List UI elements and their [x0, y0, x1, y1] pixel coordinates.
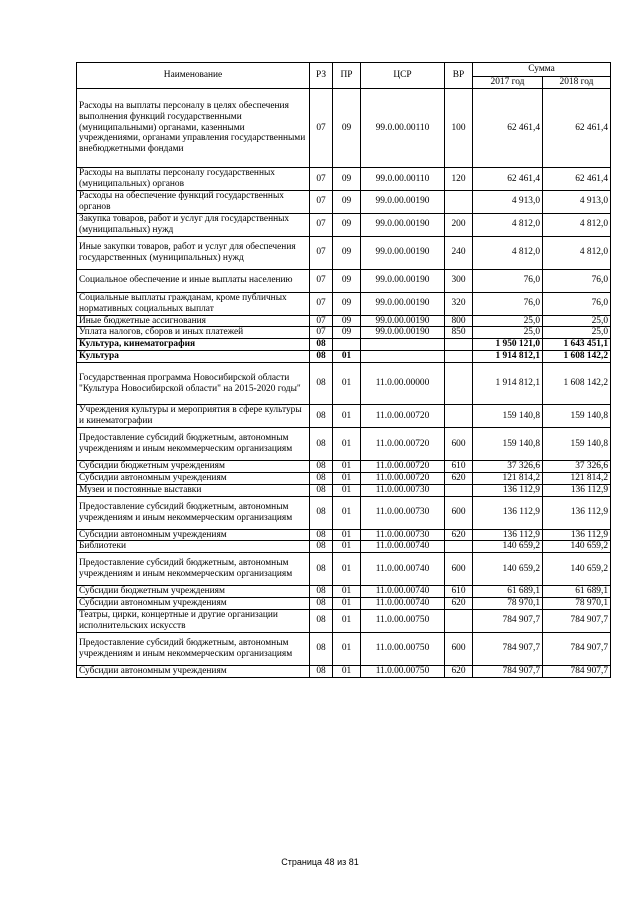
- table-row: [77, 351, 611, 363]
- row-sum-2018: 62 461,4: [543, 168, 611, 191]
- row-csr: 11.0.00.00740: [361, 597, 445, 609]
- table-row: [77, 168, 611, 191]
- header-pr: ПР: [333, 63, 361, 89]
- row-vr: 620: [445, 597, 473, 609]
- row-pr: 01: [333, 351, 361, 363]
- table-row: [77, 236, 611, 269]
- row-pr: 09: [333, 236, 361, 269]
- row-sum-2018: 4 812,0: [543, 213, 611, 236]
- row-csr: 11.0.00.00720: [361, 428, 445, 461]
- row-pr: 01: [333, 586, 361, 598]
- row-vr: 620: [445, 472, 473, 484]
- row-pr: 09: [333, 191, 361, 214]
- row-csr: 11.0.00.00730: [361, 496, 445, 529]
- row-csr: 11.0.00.00000: [361, 363, 445, 405]
- row-rz: 08: [310, 665, 333, 677]
- row-sum-2018: 4 913,0: [543, 191, 611, 214]
- row-sum-2018: 784 907,7: [543, 609, 611, 632]
- row-sum-2017: 784 907,7: [473, 609, 543, 632]
- row-csr: 99.0.00.00190: [361, 269, 445, 292]
- row-csr: 99.0.00.00190: [361, 191, 445, 214]
- row-sum-2017: 140 659,2: [473, 541, 543, 553]
- row-sum-2018: 61 689,1: [543, 586, 611, 598]
- row-name: Учреждения культуры и мероприятия в сфере культуры и кинематографии: [77, 405, 310, 428]
- table-row: [77, 363, 611, 405]
- row-sum-2017: 4 812,0: [473, 213, 543, 236]
- row-pr: 01: [333, 363, 361, 405]
- row-vr: 620: [445, 665, 473, 677]
- row-sum-2017: 121 814,2: [473, 472, 543, 484]
- row-vr: 120: [445, 168, 473, 191]
- row-sum-2018: 121 814,2: [543, 472, 611, 484]
- row-pr: 01: [333, 405, 361, 428]
- row-csr: 11.0.00.00730: [361, 484, 445, 496]
- row-rz: 08: [310, 609, 333, 632]
- table-row: [77, 609, 611, 632]
- row-name: Субсидии автономным учреждениям: [77, 597, 310, 609]
- row-sum-2017: 140 659,2: [473, 553, 543, 586]
- row-pr: 09: [333, 168, 361, 191]
- row-sum-2017: 25,0: [473, 315, 543, 327]
- header-2017: 2017 год: [473, 77, 543, 89]
- row-csr: 11.0.00.00750: [361, 632, 445, 665]
- header-name: Наименование: [77, 63, 310, 89]
- row-name: Библиотеки: [77, 541, 310, 553]
- row-csr: 99.0.00.00190: [361, 213, 445, 236]
- table-row: [77, 529, 611, 541]
- row-vr: 100: [445, 89, 473, 168]
- row-rz: 08: [310, 586, 333, 598]
- row-name: Субсидии бюджетным учреждениям: [77, 586, 310, 598]
- table-row: [77, 89, 611, 168]
- page-number: Страница 48 из 81: [281, 857, 359, 867]
- row-sum-2017: 136 112,9: [473, 529, 543, 541]
- row-vr: [445, 191, 473, 214]
- table-row: [77, 541, 611, 553]
- table-row: [77, 327, 611, 339]
- row-sum-2018: 4 812,0: [543, 236, 611, 269]
- row-csr: 11.0.00.00740: [361, 553, 445, 586]
- row-sum-2017: 1 914 812,1: [473, 351, 543, 363]
- row-sum-2017: 61 689,1: [473, 586, 543, 598]
- row-sum-2018: 1 643 451,1: [543, 339, 611, 351]
- row-sum-2018: 25,0: [543, 327, 611, 339]
- row-sum-2017: 1 914 812,1: [473, 363, 543, 405]
- row-name: Социальные выплаты гражданам, кроме публичных нормативных социальных выплат: [77, 292, 310, 315]
- row-csr: 11.0.00.00740: [361, 586, 445, 598]
- row-vr: [445, 405, 473, 428]
- row-sum-2018: 136 112,9: [543, 484, 611, 496]
- row-pr: 01: [333, 541, 361, 553]
- header-csr: ЦСР: [361, 63, 445, 89]
- row-sum-2017: 78 970,1: [473, 597, 543, 609]
- row-vr: [445, 541, 473, 553]
- row-vr: 600: [445, 496, 473, 529]
- table-row: [77, 428, 611, 461]
- row-csr: [361, 339, 445, 351]
- row-pr: 01: [333, 632, 361, 665]
- header-rz: РЗ: [310, 63, 333, 89]
- row-sum-2017: 4 913,0: [473, 191, 543, 214]
- row-name: Расходы на выплаты персоналу государственных (муниципальных) органов: [77, 168, 310, 191]
- row-name: Социальное обеспечение и иные выплаты населению: [77, 269, 310, 292]
- row-csr: 99.0.00.00110: [361, 89, 445, 168]
- row-rz: 07: [310, 315, 333, 327]
- row-pr: 09: [333, 213, 361, 236]
- row-csr: 99.0.00.00190: [361, 315, 445, 327]
- row-sum-2017: 4 812,0: [473, 236, 543, 269]
- row-rz: 08: [310, 472, 333, 484]
- row-sum-2017: 62 461,4: [473, 89, 543, 168]
- row-sum-2018: 1 608 142,2: [543, 351, 611, 363]
- table-row: [77, 315, 611, 327]
- row-pr: 01: [333, 597, 361, 609]
- table-row: [77, 553, 611, 586]
- row-name: Закупка товаров, работ и услуг для государственных (муниципальных) нужд: [77, 213, 310, 236]
- row-vr: [445, 339, 473, 351]
- table-row: [77, 191, 611, 214]
- row-name: Культура: [77, 351, 310, 363]
- row-name: Субсидии автономным учреждениям: [77, 472, 310, 484]
- row-sum-2018: 140 659,2: [543, 553, 611, 586]
- budget-table: [76, 62, 611, 678]
- row-csr: 11.0.00.00730: [361, 529, 445, 541]
- table-row: [77, 586, 611, 598]
- row-csr: 99.0.00.00190: [361, 292, 445, 315]
- row-rz: 07: [310, 191, 333, 214]
- row-csr: 11.0.00.00720: [361, 405, 445, 428]
- row-name: Предоставление субсидий бюджетным, автономным учреждениям и иным некоммерческим организациям: [77, 553, 310, 586]
- row-rz: 08: [310, 405, 333, 428]
- row-sum-2017: 76,0: [473, 292, 543, 315]
- row-sum-2018: 159 140,8: [543, 405, 611, 428]
- row-rz: 08: [310, 541, 333, 553]
- row-rz: 07: [310, 327, 333, 339]
- row-rz: 08: [310, 428, 333, 461]
- row-rz: 07: [310, 213, 333, 236]
- row-csr: 11.0.00.00720: [361, 461, 445, 473]
- row-sum-2017: 784 907,7: [473, 632, 543, 665]
- row-sum-2018: 25,0: [543, 315, 611, 327]
- row-rz: 08: [310, 597, 333, 609]
- row-rz: 07: [310, 89, 333, 168]
- row-name: Иные бюджетные ассигнования: [77, 315, 310, 327]
- row-sum-2018: 159 140,8: [543, 428, 611, 461]
- row-vr: 300: [445, 269, 473, 292]
- row-name: Уплата налогов, сборов и иных платежей: [77, 327, 310, 339]
- row-csr: 11.0.00.00740: [361, 541, 445, 553]
- row-pr: 01: [333, 665, 361, 677]
- row-vr: 610: [445, 586, 473, 598]
- row-rz: 08: [310, 496, 333, 529]
- row-rz: 08: [310, 529, 333, 541]
- row-pr: 01: [333, 609, 361, 632]
- row-vr: 600: [445, 632, 473, 665]
- row-sum-2018: 136 112,9: [543, 529, 611, 541]
- row-vr: 600: [445, 428, 473, 461]
- row-vr: [445, 484, 473, 496]
- row-csr: 99.0.00.00190: [361, 327, 445, 339]
- table-row: [77, 292, 611, 315]
- row-sum-2018: 784 907,7: [543, 665, 611, 677]
- row-vr: [445, 351, 473, 363]
- row-rz: 08: [310, 484, 333, 496]
- row-sum-2018: 78 970,1: [543, 597, 611, 609]
- row-pr: 09: [333, 292, 361, 315]
- row-sum-2018: 76,0: [543, 269, 611, 292]
- row-vr: 320: [445, 292, 473, 315]
- row-name: Субсидии автономным учреждениям: [77, 529, 310, 541]
- row-pr: 01: [333, 472, 361, 484]
- row-vr: 800: [445, 315, 473, 327]
- row-vr: [445, 609, 473, 632]
- header-2018: 2018 год: [543, 77, 611, 89]
- row-csr: [361, 351, 445, 363]
- row-sum-2018: 76,0: [543, 292, 611, 315]
- row-csr: 11.0.00.00750: [361, 609, 445, 632]
- table-row: [77, 213, 611, 236]
- row-rz: 07: [310, 292, 333, 315]
- table-row: [77, 405, 611, 428]
- table-row: [77, 339, 611, 351]
- table-row: [77, 665, 611, 677]
- row-vr: [445, 363, 473, 405]
- table-row: [77, 484, 611, 496]
- row-rz: 07: [310, 168, 333, 191]
- row-csr: 99.0.00.00190: [361, 236, 445, 269]
- row-vr: 620: [445, 529, 473, 541]
- row-name: Предоставление субсидий бюджетным, автономным учреждениям и иным некоммерческим организациям: [77, 632, 310, 665]
- row-sum-2017: 784 907,7: [473, 665, 543, 677]
- row-rz: 07: [310, 236, 333, 269]
- table-row: [77, 496, 611, 529]
- row-rz: 08: [310, 339, 333, 351]
- row-sum-2017: 136 112,9: [473, 496, 543, 529]
- row-name: Расходы на выплаты персоналу в целях обеспечения выполнения функций государственными (муниципальными) органами, казенными учреждениями, органами управления государственными внебюджетными фондами: [77, 89, 310, 168]
- row-name: Расходы на обеспечение функций государственных органов: [77, 191, 310, 214]
- row-vr: 610: [445, 461, 473, 473]
- row-sum-2017: 76,0: [473, 269, 543, 292]
- row-sum-2017: 1 950 121,0: [473, 339, 543, 351]
- row-sum-2017: 37 326,6: [473, 461, 543, 473]
- table-row: [77, 472, 611, 484]
- row-sum-2018: 140 659,2: [543, 541, 611, 553]
- row-pr: 01: [333, 553, 361, 586]
- row-sum-2018: 37 326,6: [543, 461, 611, 473]
- row-pr: 09: [333, 89, 361, 168]
- row-sum-2017: 25,0: [473, 327, 543, 339]
- row-sum-2018: 136 112,9: [543, 496, 611, 529]
- row-rz: 08: [310, 553, 333, 586]
- row-sum-2017: 159 140,8: [473, 428, 543, 461]
- row-sum-2018: 1 608 142,2: [543, 363, 611, 405]
- table-row: [77, 269, 611, 292]
- row-name: Предоставление субсидий бюджетным, автономным учреждениям и иным некоммерческим организациям: [77, 428, 310, 461]
- row-name: Иные закупки товаров, работ и услуг для обеспечения государственных (муниципальных) нужд: [77, 236, 310, 269]
- table-row: [77, 461, 611, 473]
- row-csr: 11.0.00.00720: [361, 472, 445, 484]
- row-pr: 01: [333, 484, 361, 496]
- table-body: [77, 89, 611, 678]
- row-pr: 09: [333, 315, 361, 327]
- row-sum-2018: 62 461,4: [543, 89, 611, 168]
- row-vr: 200: [445, 213, 473, 236]
- row-rz: 08: [310, 351, 333, 363]
- row-vr: 240: [445, 236, 473, 269]
- header-sum: Сумма: [473, 63, 611, 77]
- row-rz: 08: [310, 632, 333, 665]
- row-pr: 01: [333, 496, 361, 529]
- row-sum-2017: 136 112,9: [473, 484, 543, 496]
- row-sum-2017: 62 461,4: [473, 168, 543, 191]
- row-csr: 99.0.00.00110: [361, 168, 445, 191]
- row-pr: [333, 339, 361, 351]
- row-pr: 01: [333, 461, 361, 473]
- row-vr: 850: [445, 327, 473, 339]
- row-name: Культура, кинематография: [77, 339, 310, 351]
- row-rz: 07: [310, 269, 333, 292]
- row-name: Субсидии автономным учреждениям: [77, 665, 310, 677]
- row-vr: 600: [445, 553, 473, 586]
- row-rz: 08: [310, 363, 333, 405]
- table-header: [77, 63, 611, 89]
- row-name: Предоставление субсидий бюджетным, автономным учреждениям и иным некоммерческим организациям: [77, 496, 310, 529]
- row-sum-2017: 159 140,8: [473, 405, 543, 428]
- header-vr: ВР: [445, 63, 473, 89]
- row-pr: 01: [333, 529, 361, 541]
- row-name: Субсидии бюджетным учреждениям: [77, 461, 310, 473]
- table-row: [77, 632, 611, 665]
- row-rz: 08: [310, 461, 333, 473]
- row-name: Театры, цирки, концертные и другие организации исполнительских искусств: [77, 609, 310, 632]
- row-pr: 09: [333, 327, 361, 339]
- row-name: Музеи и постоянные выставки: [77, 484, 310, 496]
- table-row: [77, 597, 611, 609]
- row-pr: 09: [333, 269, 361, 292]
- row-csr: 11.0.00.00750: [361, 665, 445, 677]
- row-sum-2018: 784 907,7: [543, 632, 611, 665]
- row-pr: 01: [333, 428, 361, 461]
- row-name: Государственная программа Новосибирской области "Культура Новосибирской области" на 2015-2020 годы": [77, 363, 310, 405]
